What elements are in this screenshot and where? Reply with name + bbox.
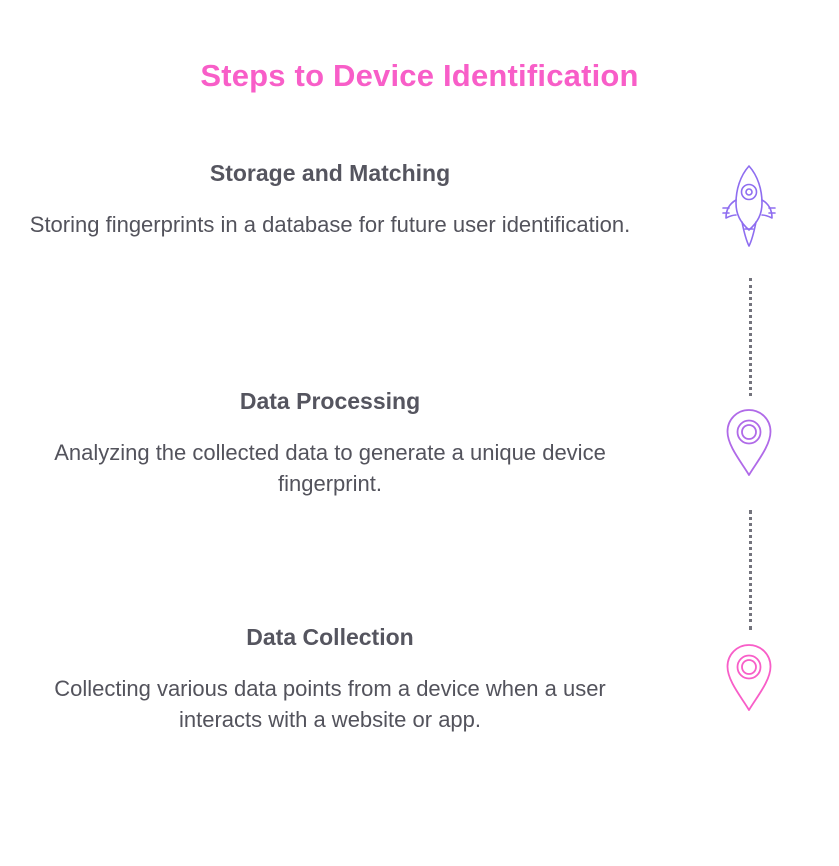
step-description: Analyzing the collected data to generate a unique device fingerprint. xyxy=(54,440,606,497)
step-description: Storing fingerprints in a database for future user identification. xyxy=(29,212,631,237)
step-heading: Data Processing xyxy=(239,388,421,414)
step-item xyxy=(0,160,660,240)
timeline-rail xyxy=(690,150,810,770)
step-item xyxy=(0,388,660,499)
step-item xyxy=(0,624,660,735)
dotted-connector xyxy=(749,278,752,396)
step-heading: Storage and Matching xyxy=(209,160,451,186)
map-pin-icon xyxy=(718,640,780,718)
step-description: Collecting various data points from a device when a user interacts with a website or app. xyxy=(54,676,606,733)
rocket-icon xyxy=(718,160,780,238)
map-pin-icon xyxy=(718,405,780,483)
dotted-connector xyxy=(749,510,752,630)
step-heading: Data Collection xyxy=(246,624,414,650)
page-title: Steps to Device Identification xyxy=(200,58,639,93)
